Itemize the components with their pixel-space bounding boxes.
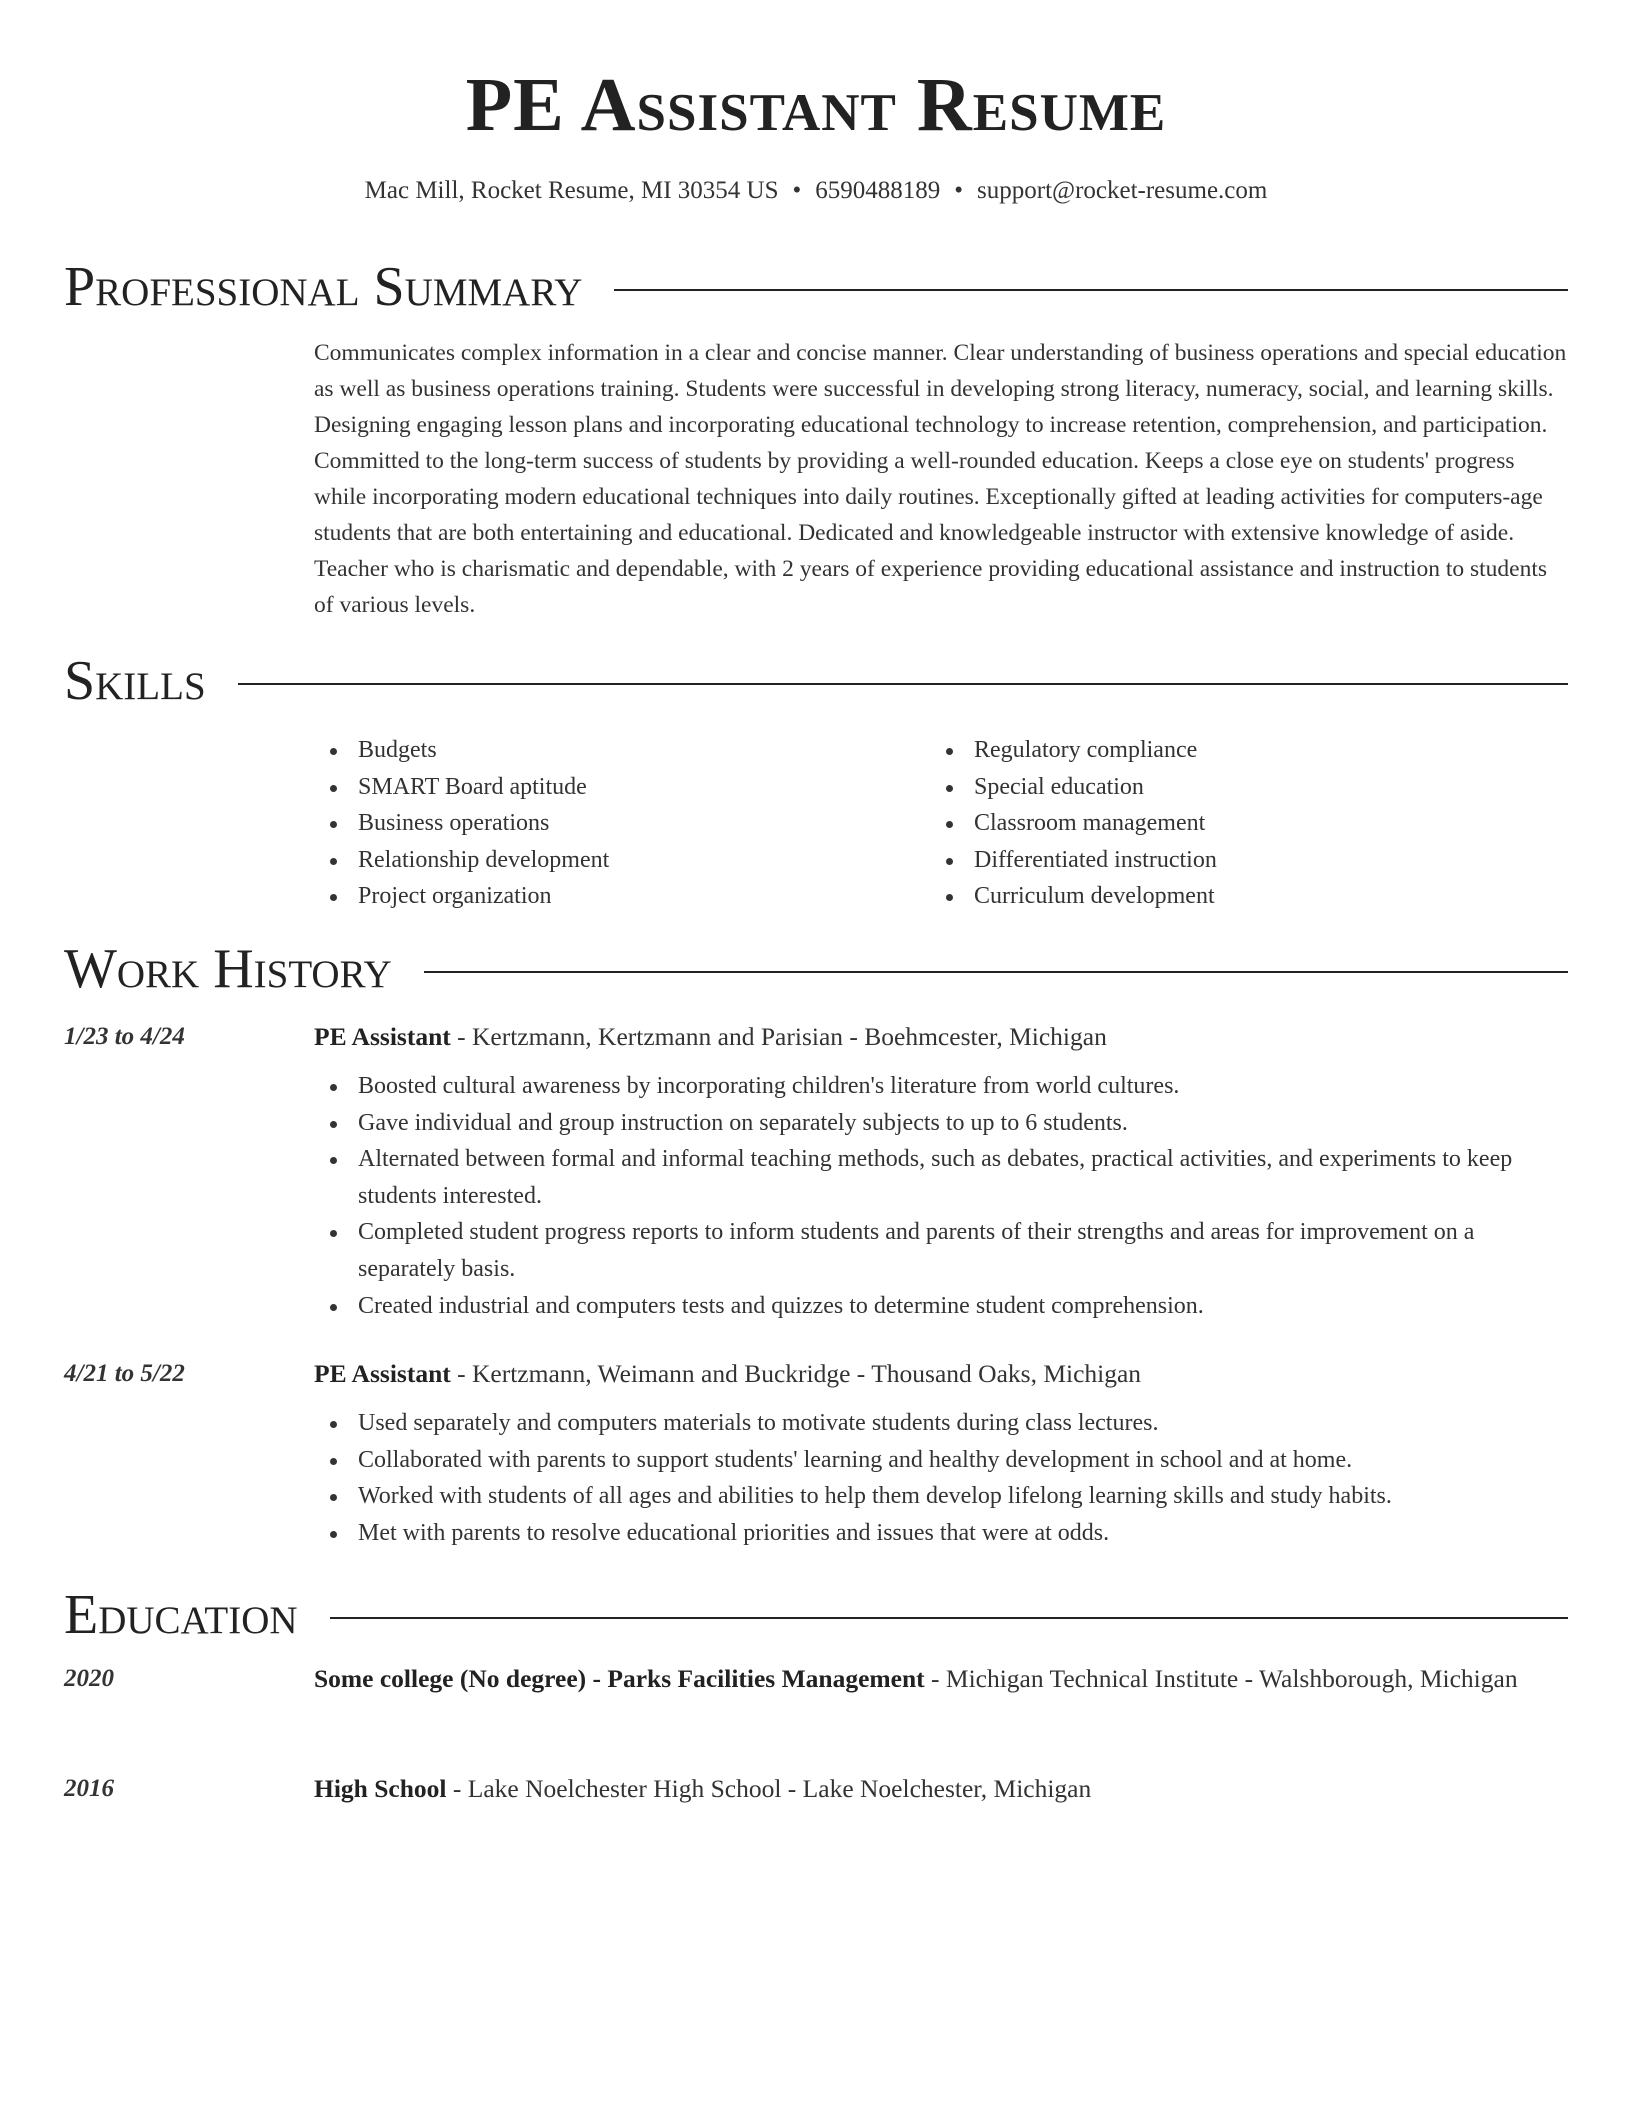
- job-duties: [314, 1068, 1568, 1324]
- summary-heading: Professional Summary: [64, 256, 583, 318]
- section-divider: [424, 971, 1568, 973]
- contact-email: support@rocket-resume.com: [977, 177, 1268, 204]
- skills-column-right: [930, 732, 1546, 915]
- education-institution: - Lake Noelchester High School - Lake Noelchester, Michigan: [446, 1774, 1092, 1803]
- education-year: 2020: [64, 1665, 114, 1692]
- duty-item: Met with parents to resolve educational priorities and issues that were at odds.: [314, 1515, 1568, 1552]
- section-divider: [238, 683, 1568, 685]
- skill-item: Differentiated instruction: [930, 842, 1546, 879]
- education-entry: [314, 1659, 1568, 1699]
- skills-heading: Skills: [64, 650, 206, 712]
- skill-item: Special education: [930, 769, 1546, 806]
- education-year: 2016: [64, 1775, 114, 1802]
- duty-item: Created industrial and computers tests and quizzes to determine student comprehension.: [314, 1288, 1568, 1325]
- education-degree: High School: [314, 1774, 447, 1803]
- job-title: PE Assistant: [314, 1359, 451, 1388]
- duty-item: Boosted cultural awareness by incorporating children's literature from world cultures.: [314, 1068, 1568, 1105]
- education-institution: - Michigan Technical Institute - Walshborough, Michigan: [924, 1664, 1518, 1693]
- education-degree: Some college (No degree) - Parks Facilities Management: [314, 1664, 925, 1693]
- education-entry: [314, 1769, 1568, 1809]
- education-section-header: [64, 1580, 1568, 1650]
- skill-item: Business operations: [314, 805, 930, 842]
- duty-item: Collaborated with parents to support students' learning and healthy development in school and at home.: [314, 1442, 1568, 1479]
- resume-title: PE Assistant Resume: [465, 63, 1167, 147]
- section-divider: [614, 289, 1568, 291]
- duty-item: Gave individual and group instruction on separately subjects to up to 6 students.: [314, 1105, 1568, 1142]
- job-duties: [314, 1405, 1568, 1551]
- summary-section-header: [64, 252, 1568, 322]
- skill-item: Relationship development: [314, 842, 930, 879]
- section-divider: [330, 1617, 1568, 1619]
- job-title: PE Assistant: [314, 1022, 451, 1051]
- skills-list: [314, 732, 1568, 915]
- job-employer: - Kertzmann, Weimann and Buckridge - Thousand Oaks, Michigan: [450, 1359, 1142, 1388]
- skill-item: Classroom management: [930, 805, 1546, 842]
- skill-item: Budgets: [314, 732, 930, 769]
- contact-address: Mac Mill, Rocket Resume, MI 30354 US: [364, 177, 779, 204]
- duty-item: Alternated between formal and informal teaching methods, such as debates, practical activities, and experiments to keep students interested.: [314, 1141, 1568, 1214]
- summary-text: Communicates complex information in a clear and concise manner. Clear understanding of business operations and special education as well as business operations training. Students were successful in developing strong literacy, numeracy, social, and learning skills. Designing engaging lesson plans and incorporating educational technology to increase retention, comprehension, and participation. Committed to the long-term success of students by providing a well-rounded education. Keeps a close eye on students' progress while incorporating modern educational techniques into daily routines. Exceptionally gifted at leading activities for computers-age students that are both entertaining and educational. Dedicated and knowledgeable instructor with extensive knowledge of aside. Teacher who is charismatic and dependable, with 2 years of experience providing educational assistance and instruction to students of various levels.: [314, 340, 1567, 618]
- job-dates: 1/23 to 4/24: [64, 1023, 185, 1050]
- skill-item: Project organization: [314, 878, 930, 915]
- skills-section-header: [64, 646, 1568, 716]
- skill-item: Curriculum development: [930, 878, 1546, 915]
- contact-line: [0, 175, 1632, 207]
- duty-item: Worked with students of all ages and abilities to help them develop lifelong learning skills and study habits.: [314, 1478, 1568, 1515]
- job-heading: [314, 1017, 1568, 1057]
- work-heading: Work History: [64, 938, 392, 1000]
- job-heading: [314, 1354, 1568, 1394]
- duty-item: Completed student progress reports to inform students and parents of their strengths and areas for improvement on a separately basis.: [314, 1214, 1568, 1287]
- contact-separator: •: [954, 177, 964, 204]
- job-employer: - Kertzmann, Kertzmann and Parisian - Boehmcester, Michigan: [450, 1022, 1107, 1051]
- contact-separator: •: [792, 177, 802, 204]
- work-section-header: [64, 934, 1568, 1004]
- skills-column-left: [314, 732, 930, 915]
- skill-item: SMART Board aptitude: [314, 769, 930, 806]
- education-heading: Education: [64, 1584, 298, 1646]
- duty-item: Used separately and computers materials to motivate students during class lectures.: [314, 1405, 1568, 1442]
- skill-item: Regulatory compliance: [930, 732, 1546, 769]
- job-dates: 4/21 to 5/22: [64, 1360, 185, 1387]
- contact-phone: 6590488189: [815, 177, 941, 204]
